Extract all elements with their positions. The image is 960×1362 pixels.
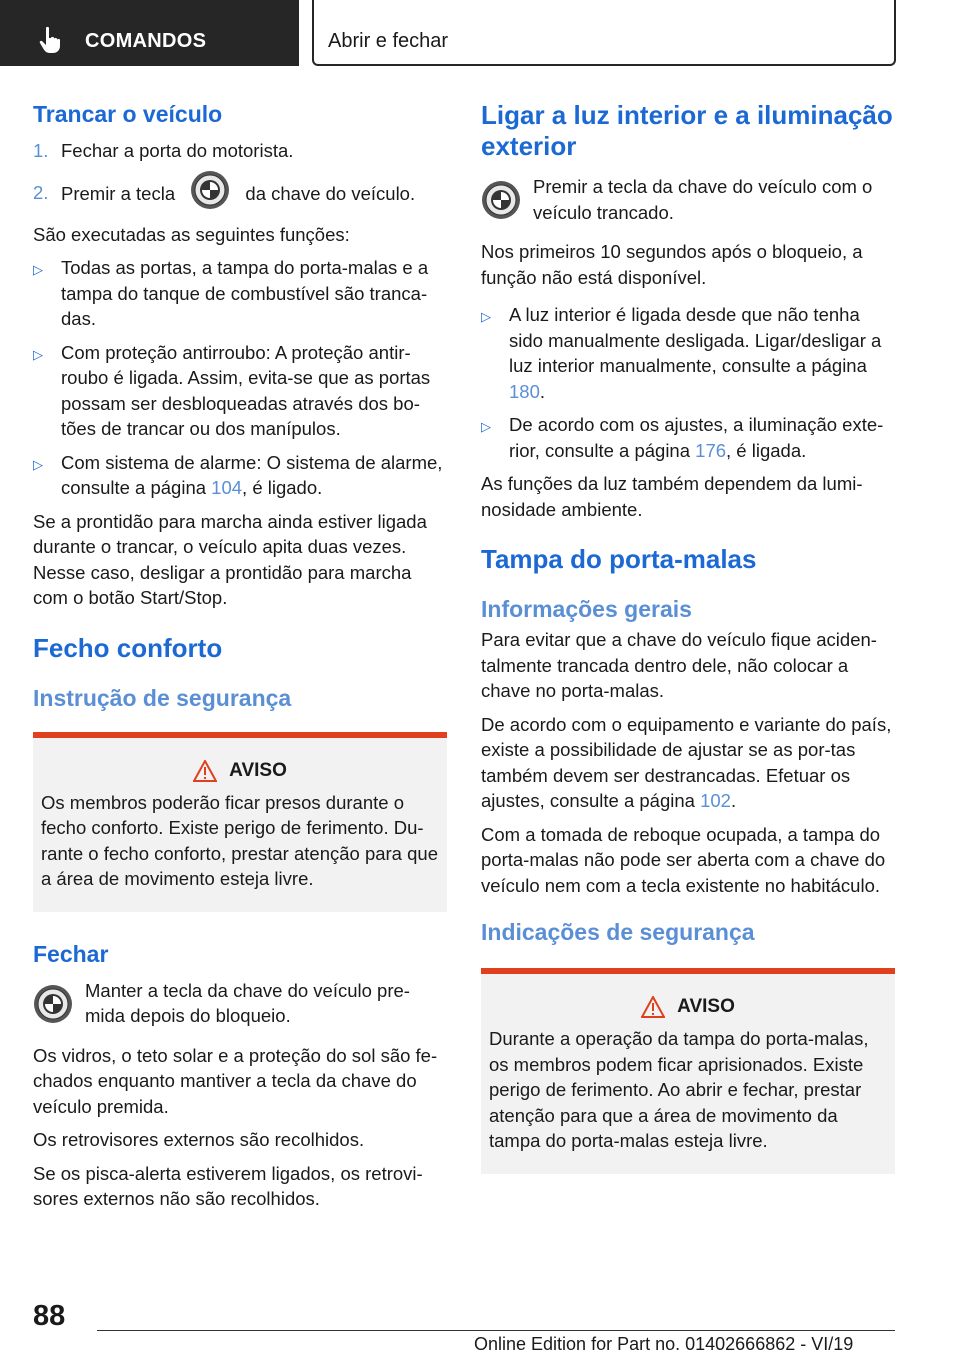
bullet-text-post: , é ligada. (726, 439, 807, 461)
warning-text: Durante a operação da tampa do porta-malas, os membros podem ficar aprisionados. Existe perigo de ferimento. Ao abrir e fechar, prestar atenção para que a área de movimento da tampa do porta-malas esteja livre. (489, 1028, 869, 1151)
heading-fechar: Fechar (33, 940, 109, 967)
hand-pointer-icon (38, 26, 64, 54)
warning-title (41, 760, 439, 782)
paragraph-prontidao: Se a prontidão para marcha ainda estiver ligada durante o trancar, o veículo apita duas vezes. Nesse caso, desligar a prontidão para marcha com o botão Start/Stop. (33, 510, 427, 608)
bullet-item (481, 412, 895, 463)
section-label: COMANDOS (85, 30, 207, 52)
step-number: 2. (33, 181, 49, 203)
heading-instrucao-seguranca: Instrução de segurança (33, 684, 292, 711)
triangle-bullet-icon: ▷ (481, 419, 491, 434)
triangle-bullet-icon: ▷ (33, 346, 43, 362)
bullet-text-pre: A luz interior é ligada desde que não tenha sido manualmente desligada. Ligar/desligar a luz interior manualmente, consulte a página (509, 304, 882, 376)
functions-intro: São executadas as seguintes funções: (33, 223, 350, 245)
key-instruction (481, 174, 895, 225)
bullet-item (481, 302, 895, 404)
paragraph-pisca: Se os pisca-alerta estiverem ligados, os retrovi-sores externos não são recolhidos. (33, 1162, 423, 1209)
bullet-text (509, 302, 895, 404)
bmw-key-button-icon (190, 170, 230, 210)
footer-divider (97, 1330, 895, 1331)
paragraph-vidros: Os vidros, o teto solar e a proteção do sol são fe-chados enquanto mantiver a tecla da chave do veículo premida. (33, 1044, 438, 1117)
page-number: 88 (33, 1300, 66, 1332)
paragraph-retrovisores: Os retrovisores externos são recolhidos. (33, 1129, 365, 1150)
triangle-bullet-icon: ▷ (33, 456, 43, 472)
bullet-text (61, 450, 447, 501)
paragraph-acordo (481, 712, 895, 814)
bullet-text-post: . (539, 380, 546, 402)
page-link-176[interactable]: 176 (695, 439, 727, 461)
bullet-text-post: , é ligado. (242, 477, 323, 498)
warning-triangle-icon (193, 760, 217, 782)
paragraph-10s: Nos primeiros 10 segundos após o bloqueio, a função não está disponível. (481, 241, 863, 288)
page-link-180[interactable]: 180 (509, 380, 540, 402)
page-link-102[interactable]: 102 (700, 790, 731, 811)
bullet-text: Todas as portas, a tampa do porta-malas e a tampa do tanque de combustível são tranca-das. (61, 257, 429, 329)
key-instruction-text: Premir a tecla da chave do veículo com o veículo trancado. (533, 176, 873, 223)
bullet-text: Com proteção antirroubo: A proteção antir-roubo é ligada. Assim, evita-se que as portas possam ser desbloqueadas através dos bo-tões de trancar ou dos manípulos. (61, 341, 431, 439)
bmw-key-button-icon (33, 984, 73, 1024)
heading-tampa: Tampa do porta-malas (481, 544, 757, 574)
bullet-item (33, 255, 447, 332)
heading-indicacoes: Indicações de segurança (481, 919, 755, 945)
paragraph-funcoes-luz: As funções da luz também dependem da lumi-nosidade ambiente. (481, 473, 863, 520)
paragraph-acordo-end: . (730, 790, 737, 811)
heading-trancar: Trancar o veículo (33, 101, 223, 127)
warning-title-text: AVISO (229, 759, 287, 781)
step-number: 1. (33, 140, 49, 161)
page-link-104[interactable]: 104 (211, 477, 243, 498)
triangle-bullet-icon: ▷ (33, 262, 43, 277)
step-1 (33, 138, 447, 164)
warning-box (33, 732, 447, 912)
warning-triangle-icon (641, 996, 665, 1018)
paragraph-acordo-text: De acordo com o equipamento e variante do país, existe a possibilidade de ajustar se as por-tas também devem ser destrancadas. Efetuar os ajustes, consulte a página (481, 713, 892, 811)
page-header (0, 0, 960, 66)
paragraph-tomada: Com a tomada de reboque ocupada, a tampa do porta-malas não pode ser aberta com a chave do veículo nem com a tecla existente no habitáculo. (481, 823, 886, 896)
left-column (33, 100, 447, 1212)
bullet-item (33, 340, 447, 442)
key-instruction-text: Manter a tecla da chave do veículo pre-mida depois do bloqueio. (85, 979, 410, 1026)
section-tab (0, 0, 299, 66)
triangle-bullet-icon: ▷ (481, 309, 491, 324)
warning-title (489, 996, 887, 1018)
bullet-text (509, 412, 895, 463)
step-text: Fechar a porta do motorista. (61, 140, 294, 161)
heading-informacoes: Informações gerais (481, 596, 692, 622)
step-text (61, 180, 415, 210)
bullet-item (33, 450, 447, 501)
warning-title-text: AVISO (677, 996, 735, 1017)
warning-box (481, 968, 895, 1174)
warning-text: Os membros poderão ficar presos durante o fecho conforto. Existe perigo de ferimento. Du-rante o fecho conforto, prestar atenção para que a área de movimento esteja livre. (41, 791, 438, 889)
paragraph-evitar: Para evitar que a chave do veículo fique aciden-talmente trancada dentro dele, não colocar a chave no porta-malas. (481, 629, 877, 701)
bullet-text-pre: Com sistema de alarme: O sistema de alarme, consulte a página (61, 451, 443, 498)
right-column (481, 100, 895, 1174)
heading-luz: Ligar a luz interior e a iluminação exterior (481, 100, 893, 161)
step-text-pre: Premir a tecla (61, 182, 176, 204)
key-instruction (33, 978, 447, 1029)
chapter-title-box (312, 0, 896, 66)
heading-fecho-conforto: Fecho conforto (33, 632, 223, 663)
bullet-text-pre: De acordo com os ajustes, a iluminação exte-rior, consulte a página (509, 414, 884, 461)
chapter-title: Abrir e fechar (328, 30, 449, 52)
step-text-post: da chave do veículo. (245, 182, 416, 204)
bmw-key-button-icon (481, 180, 521, 220)
edition-text: Online Edition for Part no. 01402666862 - VI/19 (474, 1334, 854, 1354)
step-2 (33, 180, 447, 210)
